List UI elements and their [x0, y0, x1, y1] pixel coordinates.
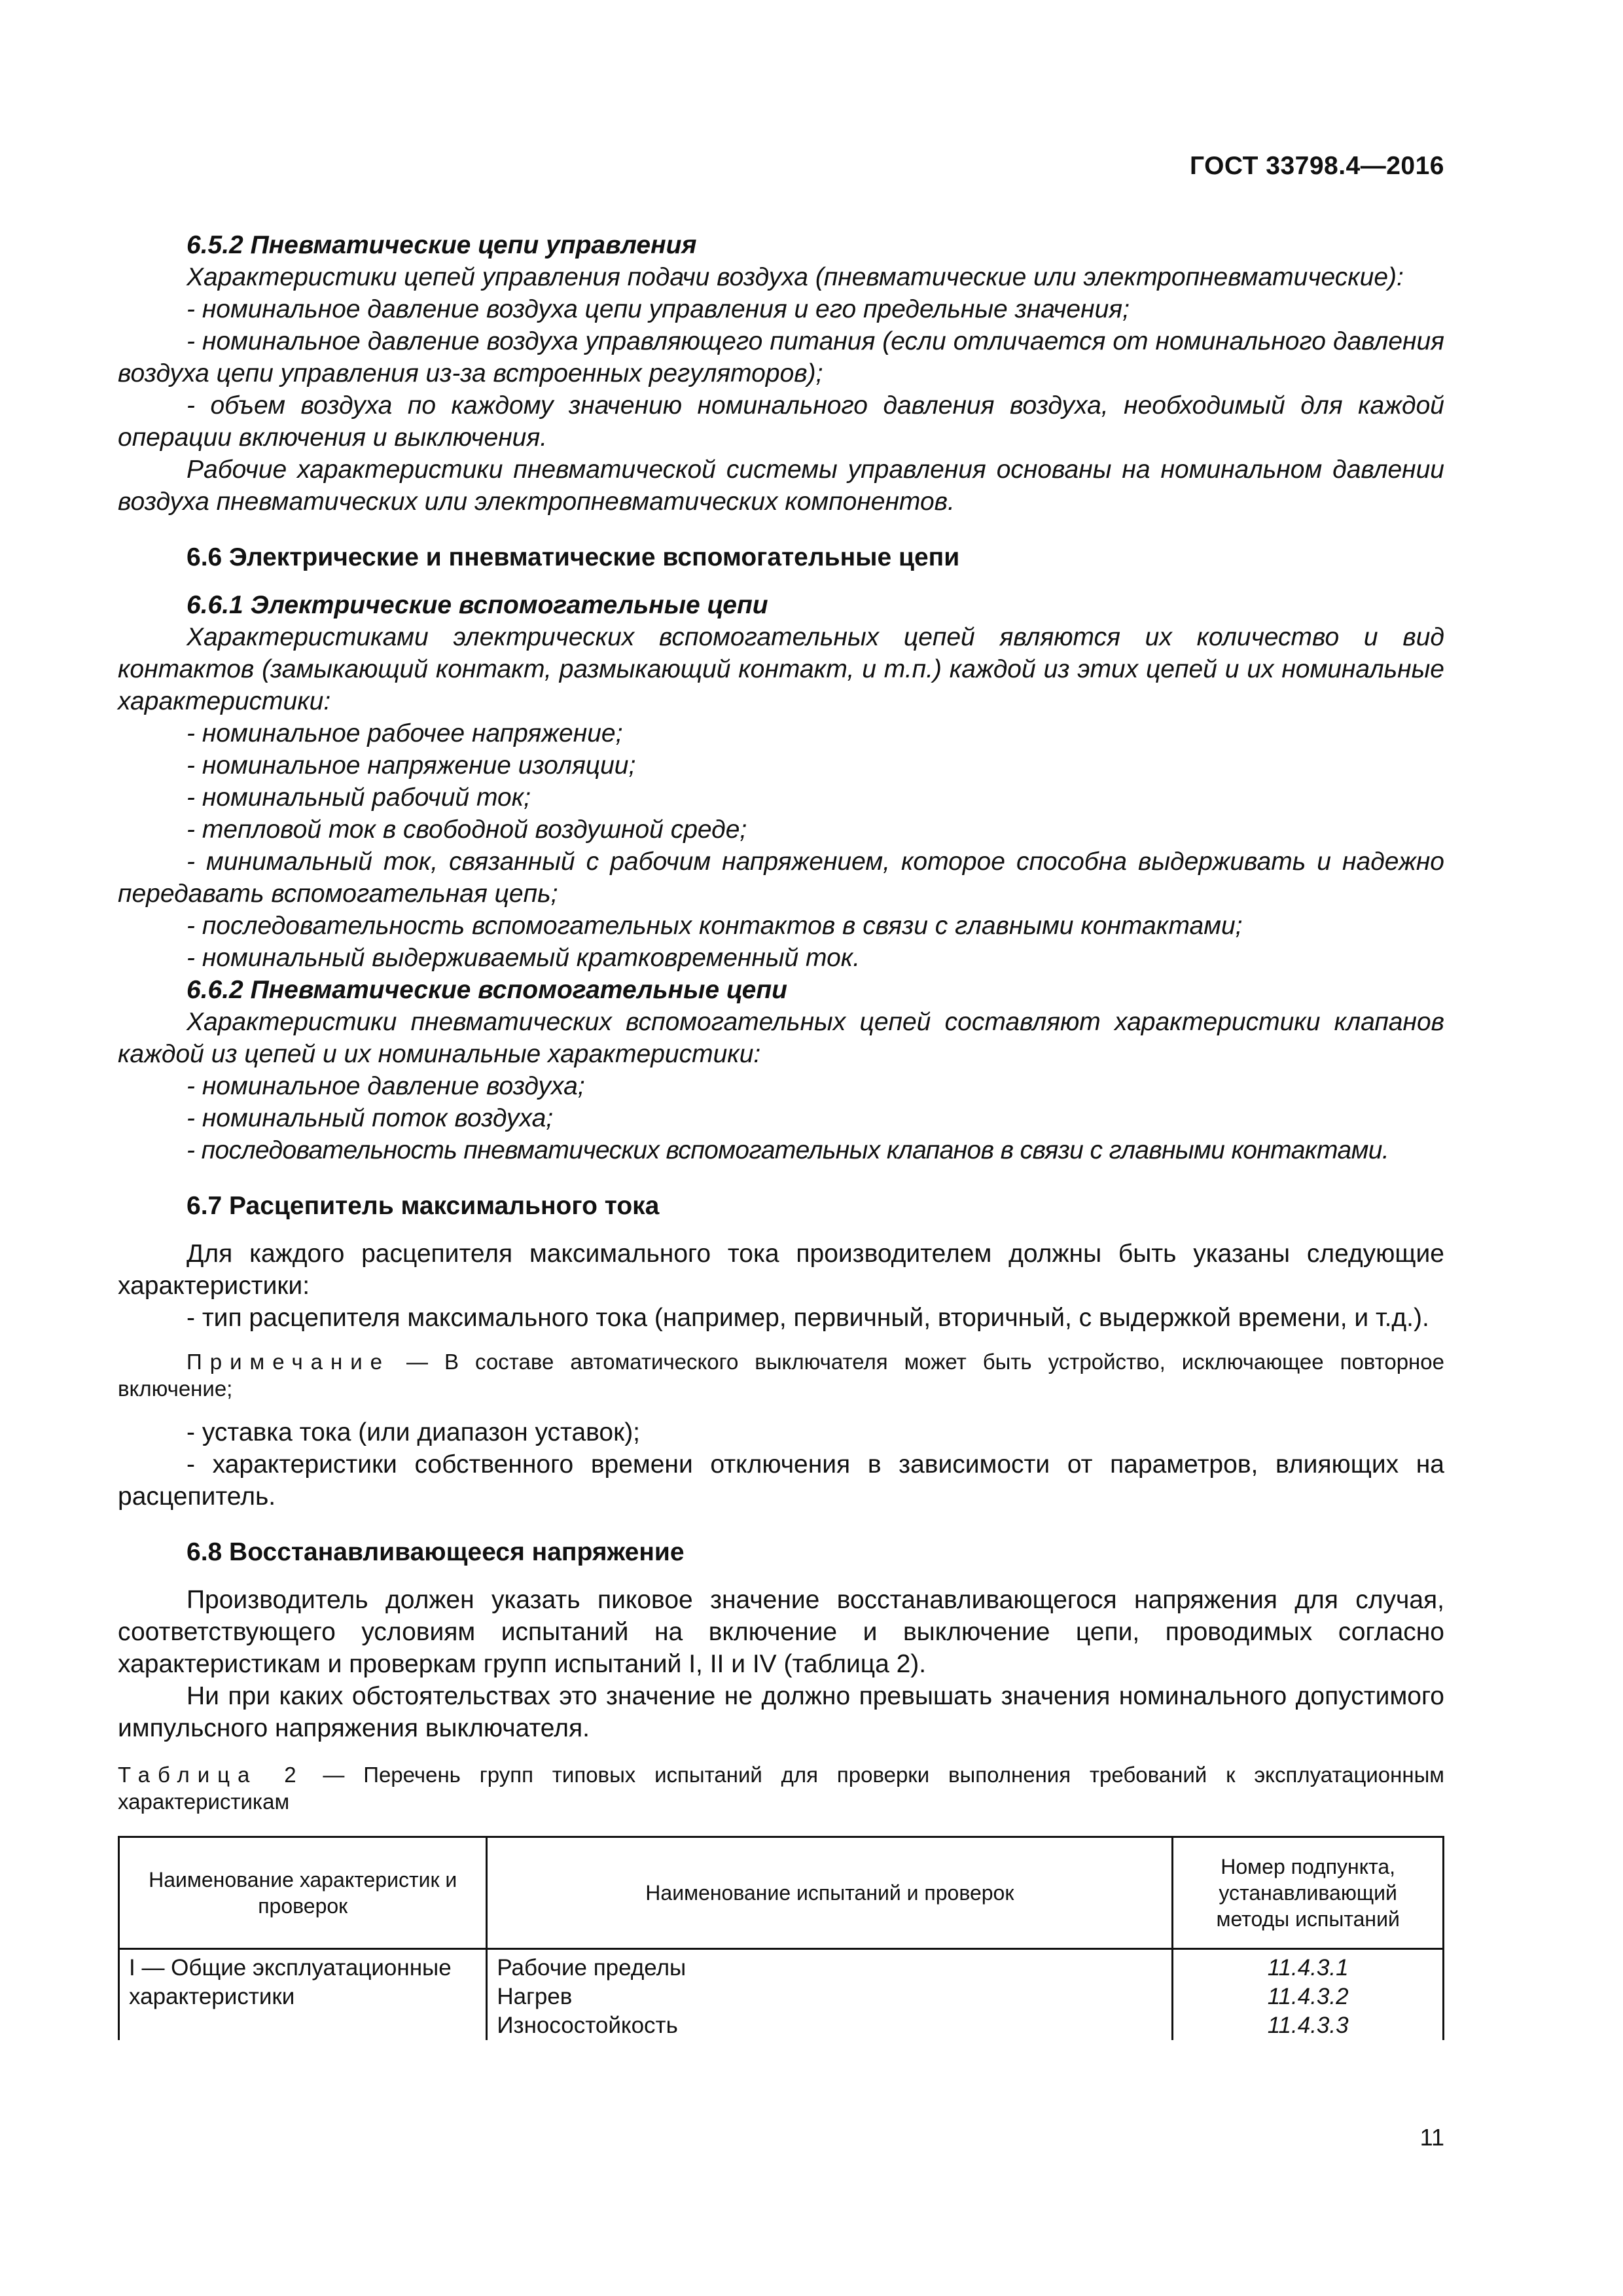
- page-content: [118, 229, 1444, 2040]
- column-header: Наименование испытаний и проверок: [487, 1837, 1173, 1949]
- section-6-8-paragraph-1: Производитель должен указать пиковое значение восстанавливающегося напряжения для случая, соответствующего условиям испытаний на включение и выключение цепи, проводимых согласно характеристикам и проверкам групп испытаний I, II и IV (таблица 2).: [118, 1586, 1444, 1678]
- section-6-8-heading: 6.8 Восстанавливающееся напряжение: [187, 1538, 685, 1566]
- table-row: [119, 1949, 1444, 2041]
- section-6-6-1-heading: 6.6.1 Электрические вспомогательные цепи: [187, 591, 768, 619]
- list-item: - номинальное напряжение изоляции;: [187, 751, 636, 780]
- list-item: - номинальный выдерживаемый кратковременный ток.: [187, 944, 861, 972]
- section-6-6-1-intro: Характеристиками электрических вспомогательных цепей являются их количество и вид контактов (замыкающий контакт, размыкающий контакт, и т.п.) каждой из этих цепей и их номинальные характеристики:: [118, 623, 1444, 715]
- clause-number: 11.4.3.3: [1267, 2013, 1349, 2038]
- table-caption-label: Таблица 2: [118, 1763, 304, 1787]
- section-6-6-2-heading: 6.6.2 Пневматические вспомогательные цепи: [187, 976, 787, 1004]
- section-6-7-intro: Для каждого расцепителя максимального тока производителем должны быть указаны следующие характеристики:: [118, 1240, 1444, 1300]
- page-number: 11: [1419, 2124, 1444, 2151]
- clause-number: 11.4.3.2: [1267, 1984, 1349, 2009]
- list-item: - номинальное рабочее напряжение;: [187, 719, 623, 747]
- table-2: [118, 1836, 1444, 2040]
- section-6-5-2-closing: Рабочие характеристики пневматической системы управления основаны на номинальном давлении воздуха пневматических или электропневматических компонентов.: [118, 456, 1444, 516]
- clause-number: 11.4.3.1: [1267, 1955, 1349, 1981]
- table-caption: [118, 1761, 1444, 1815]
- list-item: - уставка тока (или диапазон уставок);: [187, 1418, 641, 1446]
- column-header: Наименование характеристик и проверок: [119, 1837, 487, 1949]
- list-item: - номинальное давление воздуха;: [187, 1072, 585, 1100]
- list-item: - минимальный ток, связанный с рабочим напряжением, которое способна выдерживать и надежно передавать вспомогательная цепь;: [118, 848, 1444, 908]
- list-item: - последовательность вспомогательных контактов в связи с главными контактами;: [187, 912, 1243, 940]
- test-name: Износостойкость: [497, 2013, 678, 2038]
- list-item: - номинальный рабочий ток;: [187, 783, 531, 812]
- list-item: - последовательность пневматических вспомогательных клапанов в связи с главными контактами.: [187, 1136, 1389, 1164]
- document-id: ГОСТ 33798.4—2016: [1189, 152, 1444, 180]
- list-item: - номинальное давление воздуха цепи управления и его предельные значения;: [187, 295, 1130, 323]
- column-header: Номер подпункта, устанавливающий методы испытаний: [1173, 1837, 1444, 1949]
- document-page: [118, 0, 1444, 2296]
- list-item: - характеристики собственного времени отключения в зависимости от параметров, влияющих на расцепитель.: [118, 1450, 1444, 1511]
- section-6-5-2-intro: Характеристики цепей управления подачи воздуха (пневматические или электропневматические):: [187, 263, 1404, 291]
- list-item: - тип расцепителя максимального тока (например, первичный, вторичный, с выдержкой времени, и т.д.).: [187, 1304, 1429, 1332]
- group-cell: I — Общие эксплуатационные характеристики: [119, 1949, 487, 2041]
- table-caption-text: — Перечень групп типовых испытаний для проверки выполнения требований к эксплуатационным характеристикам: [118, 1763, 1444, 1814]
- section-6-5-2-heading: 6.5.2 Пневматические цепи управления: [187, 231, 697, 259]
- section-6-6-heading: 6.6 Электрические и пневматические вспомогательные цепи: [187, 543, 960, 571]
- test-name: Нагрев: [497, 1984, 573, 2009]
- section-6-6-2-intro: Характеристики пневматических вспомогательных цепей составляют характеристики клапанов каждой из цепей и их номинальные характеристики:: [118, 1008, 1444, 1068]
- section-6-8-paragraph-2: Ни при каких обстоятельствах это значение не должно превышать значения номинального допустимого импульсного напряжения выключателя.: [118, 1682, 1444, 1742]
- note-text: — В составе автоматического выключателя может быть устройство, исключающее повторное включение;: [118, 1350, 1444, 1401]
- list-item: - тепловой ток в свободной воздушной среде;: [187, 816, 747, 844]
- clauses-cell: [1173, 1949, 1444, 2041]
- table-header-row: [119, 1837, 1444, 1949]
- list-item: - номинальное давление воздуха управляющего питания (если отличается от номинального давления воздуха цепи управления из-за встроенных регуляторов);: [118, 327, 1444, 387]
- list-item: - номинальный поток воздуха;: [187, 1104, 554, 1132]
- list-item: - объем воздуха по каждому значению номинального давления воздуха, необходимый для каждой операции включения и выключения.: [118, 391, 1444, 452]
- section-6-7-heading: 6.7 Расцепитель максимального тока: [187, 1192, 660, 1220]
- tests-cell: [487, 1949, 1173, 2041]
- note: [118, 1348, 1444, 1402]
- note-label: Примечание: [187, 1350, 391, 1374]
- test-name: Рабочие пределы: [497, 1955, 687, 1981]
